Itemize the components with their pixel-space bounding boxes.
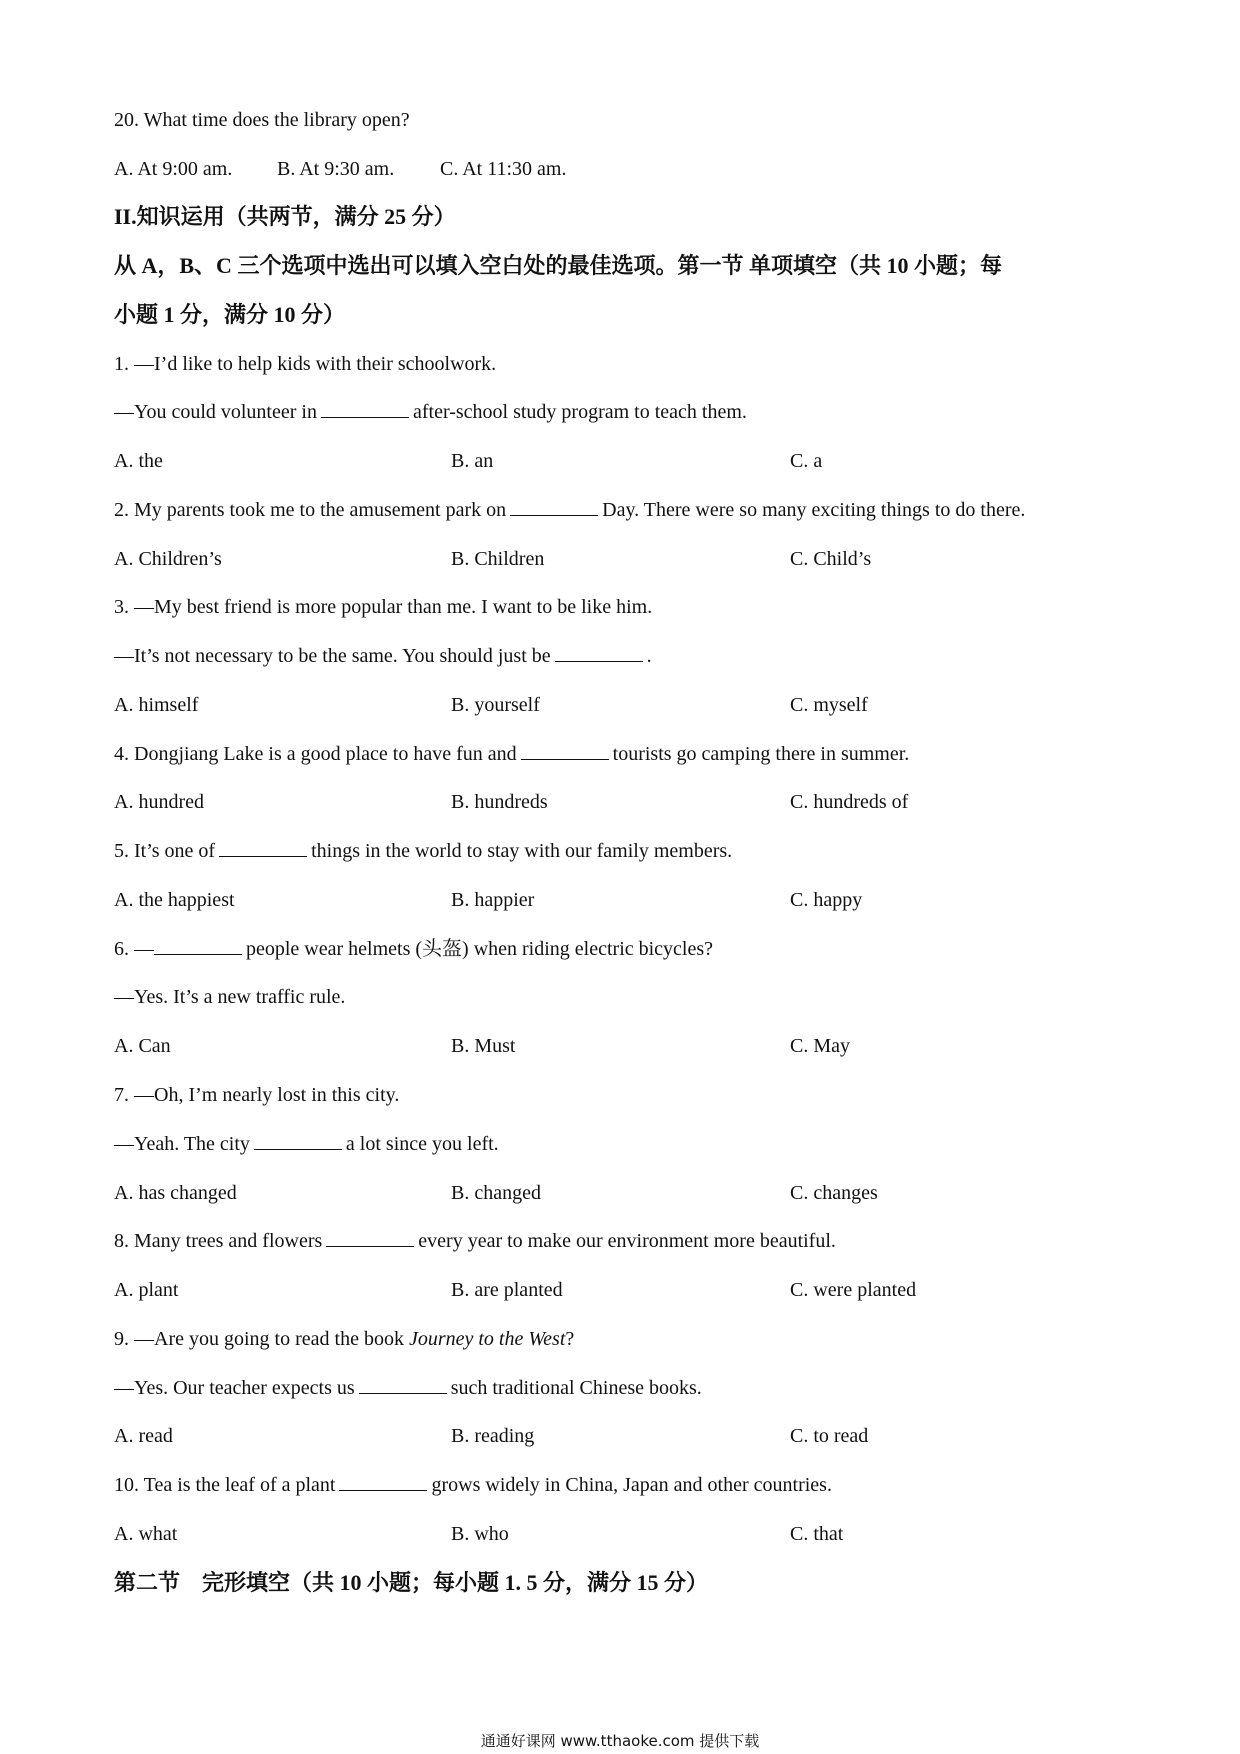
option-a: A. what [114, 1523, 178, 1545]
question-7-line-2 [114, 1130, 499, 1158]
question-5 [114, 837, 732, 865]
question-text: —Yes. Our teacher expects us [114, 1377, 355, 1399]
question-3-line-2 [114, 642, 652, 670]
question-text: 8. Many trees and flowers [114, 1230, 323, 1252]
question-text: every year to make our environment more beautiful. [418, 1230, 836, 1252]
option-a: A. Children’s [114, 548, 222, 570]
option-c: C. changes [790, 1182, 878, 1204]
option-c: C. a [790, 450, 823, 472]
section-part2-title: 第二节 完形填空（共 10 小题；每小题 1. 5 分，满分 15 分） [114, 1570, 709, 1595]
page-footer: 通通好课网 www.tthaoke.com 提供下载 [480, 1732, 760, 1750]
question-text: such traditional Chinese books. [450, 1377, 702, 1399]
question-text: things in the world to stay with our family members. [311, 840, 733, 862]
option-b: B. reading [451, 1425, 535, 1447]
question-3-line-1: 3. —My best friend is more popular than me. I want to be like him. [114, 596, 653, 618]
question-text: ? [565, 1328, 575, 1350]
option-b: B. an [451, 450, 494, 472]
option-c: C. that [790, 1523, 844, 1545]
question-2 [114, 496, 1025, 524]
question-text: 10. Tea is the leaf of a plant [114, 1474, 336, 1496]
answer-blank [326, 1228, 414, 1247]
question-text: —You could volunteer in [114, 401, 317, 423]
answer-blank [339, 1472, 427, 1491]
question-text: 4. Dongjiang Lake is a good place to have fun and [114, 743, 517, 765]
question-text: 6. — [114, 938, 154, 960]
option-a: A. plant [114, 1279, 179, 1301]
option-a: A. Can [114, 1035, 171, 1057]
instruction-line-2: 小题 1 分，满分 10 分） [114, 302, 346, 327]
option-b: B. At 9:30 am. [277, 158, 395, 180]
option-c: C. myself [790, 694, 868, 716]
answer-blank [521, 741, 609, 760]
question-1-line-2 [114, 398, 747, 426]
question-1-line-1: 1. —I’d like to help kids with their schoolwork. [114, 353, 497, 375]
question-9-line-1 [114, 1325, 574, 1353]
instruction-line-1: 从 A，B、C 三个选项中选出可以填入空白处的最佳选项。第一节 单项填空（共 10 小题；每 [114, 253, 1002, 278]
option-b: B. Children [451, 548, 545, 570]
option-c: C. At 11:30 am. [440, 158, 567, 180]
question-6-line-1 [114, 935, 713, 963]
option-b: B. hundreds [451, 791, 548, 813]
option-b: B. changed [451, 1182, 541, 1204]
option-b: B. who [451, 1523, 509, 1545]
option-b: B. Must [451, 1035, 516, 1057]
question-7-line-1: 7. —Oh, I’m nearly lost in this city. [114, 1084, 400, 1106]
question-4 [114, 740, 909, 768]
option-b: B. yourself [451, 694, 540, 716]
option-a: A. himself [114, 694, 199, 716]
option-a: A. has changed [114, 1182, 237, 1204]
option-c: C. were planted [790, 1279, 917, 1301]
question-10 [114, 1471, 832, 1499]
question-text: a lot since you left. [345, 1133, 499, 1155]
answer-blank [359, 1375, 447, 1394]
option-a: A. hundred [114, 791, 204, 813]
option-c: C. hundreds of [790, 791, 909, 813]
option-a: A. At 9:00 am. [114, 158, 233, 180]
question-text: —Yeah. The city [114, 1133, 250, 1155]
question-text: grows widely in China, Japan and other countries. [431, 1474, 832, 1496]
question-text: 9. —Are you going to read the book [114, 1328, 404, 1350]
question-text: . [646, 645, 652, 667]
answer-blank [510, 497, 598, 516]
question-20: 20. What time does the library open? [114, 109, 410, 131]
answer-blank [154, 936, 242, 955]
question-text: 2. My parents took me to the amusement park on [114, 499, 507, 521]
option-c: C. May [790, 1035, 850, 1057]
question-text: 5. It’s one of [114, 840, 216, 862]
question-text: Day. There were so many exciting things to do there. [602, 499, 1026, 521]
option-c: C. to read [790, 1425, 869, 1447]
option-b: B. happier [451, 889, 535, 911]
option-a: A. the [114, 450, 163, 472]
answer-blank [219, 838, 307, 857]
answer-blank [254, 1131, 342, 1150]
question-6-line-2: —Yes. It’s a new traffic rule. [114, 986, 346, 1008]
section-title: II.知识运用（共两节，满分 25 分） [114, 204, 456, 229]
question-text: tourists go camping there in summer. [612, 743, 910, 765]
answer-blank [321, 399, 409, 418]
option-b: B. are planted [451, 1279, 563, 1301]
option-c: C. Child’s [790, 548, 872, 570]
question-9-line-2 [114, 1374, 702, 1402]
option-a: A. read [114, 1425, 173, 1447]
option-a: A. the happiest [114, 889, 235, 911]
option-c: C. happy [790, 889, 863, 911]
question-text: people wear helmets (头盔) when riding electric bicycles? [246, 938, 714, 960]
question-text: after-school study program to teach them. [412, 401, 747, 423]
question-text: —It’s not necessary to be the same. You should just be [114, 645, 551, 667]
question-8 [114, 1227, 836, 1255]
answer-blank [555, 643, 643, 662]
book-title: Journey to the West [408, 1328, 566, 1350]
